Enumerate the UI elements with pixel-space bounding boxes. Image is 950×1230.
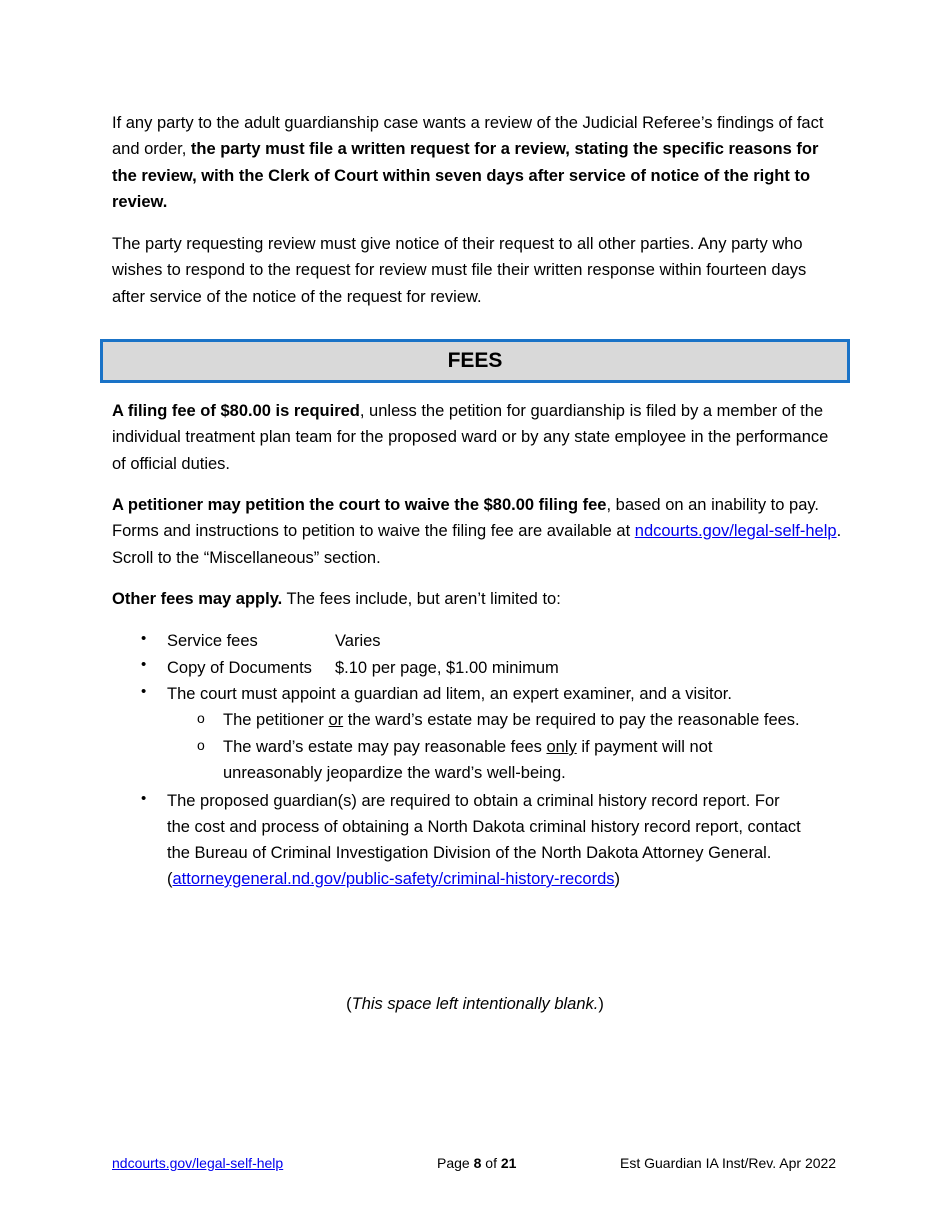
criminal-history-line-2: the cost and process of obtaining a North Dakota criminal history record report, contact [167,818,801,836]
intentionally-blank-note: (This space left intentionally blank.) [346,995,604,1013]
waiver-paragraph [112,492,847,571]
bullet-icon: • [141,683,147,700]
other-fees-paragraph [112,586,842,612]
other-fees-text: The fees include, but aren’t limited to: [282,590,561,608]
review-bold-text: the party must file a written request for a review, stating the specific reasons for the review, with the Clerk of Court within seven days after service of notice of the right to review. [112,140,819,211]
review-paragraph-1 [112,110,842,215]
fees-heading-box [100,339,850,383]
bullet-icon: • [141,630,147,647]
bullet-icon: • [141,656,147,673]
sub-bullet-icon: o [197,710,205,726]
bullet-icon: • [141,790,147,807]
other-fees-bold: Other fees may apply. [112,590,283,608]
footer-link[interactable]: ndcourts.gov/legal-self-help [112,1155,284,1171]
service-fees-value: Varies [335,632,381,650]
sub-item-petitioner: The petitioner or the ward’s estate may be required to pay the reasonable fees. [223,711,800,729]
filing-fee-bold: A filing fee of $80.00 is required [112,402,360,420]
sub-item-estate: The ward’s estate may pay reasonable fees only if payment will not [223,738,713,756]
criminal-history-line-3: the Bureau of Criminal Investigation Division of the North Dakota Attorney General. [167,844,772,862]
sub-item-estate-cont: unreasonably jeopardize the ward’s well-being. [223,764,566,782]
waiver-end: . Scroll to the “Miscellaneous” section. [112,522,842,567]
appoint-item: The court must appoint a guardian ad litem, an expert examiner, and a visitor. [167,685,732,703]
review-text: If any party to the adult guardianship case wants a review of the Judicial Referee’s findings of fact and order, [112,114,824,159]
waiver-bold: A petitioner may petition the court to waive the $80.00 filing fee [112,496,607,514]
criminal-history-link[interactable]: attorneygeneral.nd.gov/public-safety/criminal-history-records [172,870,615,888]
filing-fee-paragraph [112,398,842,477]
service-fees-label: Service fees [167,632,258,650]
criminal-history-line-1: The proposed guardian(s) are required to obtain a criminal history record report. For [167,792,780,810]
page-number: Page 8 of 21 [437,1155,517,1171]
review-paragraph-2: The party requesting review must give notice of their request to all other parties. Any party who wishes to respond to the request for review must file their written response within fourteen days after service of the notice of the request for review. [112,235,807,306]
copy-documents-label: Copy of Documents [167,659,312,677]
legal-self-help-link[interactable]: ndcourts.gov/legal-self-help [634,522,837,541]
sub-bullet-icon: o [197,737,205,753]
fees-heading: FEES [447,349,503,372]
revision-label: Est Guardian IA Inst/Rev. Apr 2022 [620,1155,837,1171]
copy-documents-value: $.10 per page, $1.00 minimum [335,659,559,677]
criminal-history-line-4: (attorneygeneral.nd.gov/public-safety/criminal-history-records) [167,870,621,888]
filing-fee-text: , unless the petition for guardianship is filed by a member of the individual treatment plan team for the proposed ward or by any state employee in the performance of official duties. [112,402,829,473]
waiver-text: , based on an inability to pay. Forms and instructions to petition to waive the filing fee are available at [112,496,819,541]
